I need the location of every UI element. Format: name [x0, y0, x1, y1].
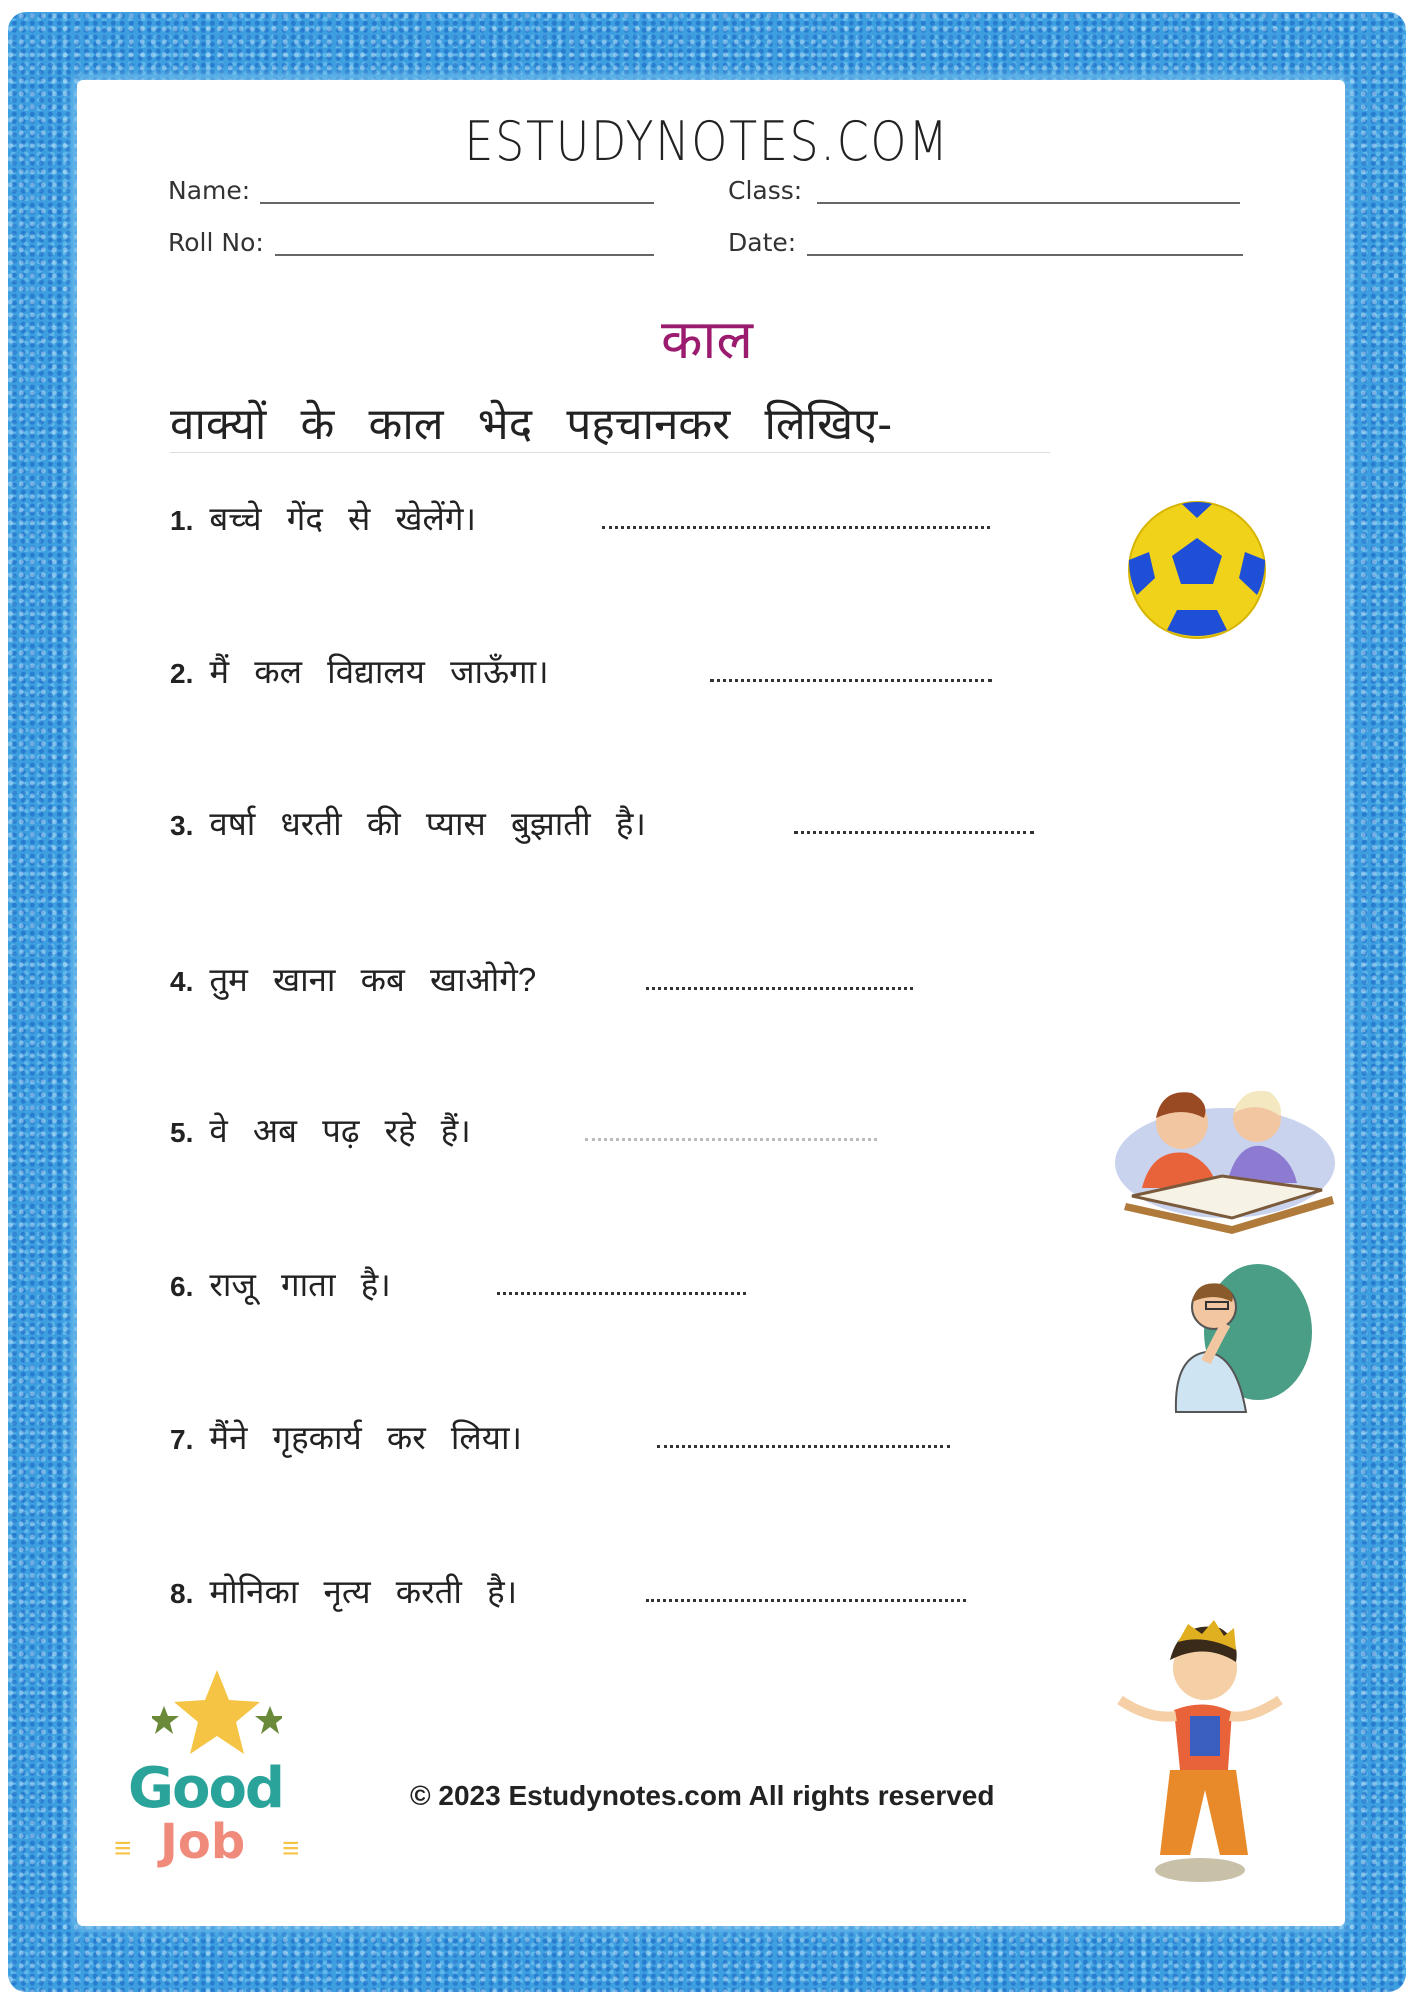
date-field[interactable] — [807, 254, 1243, 256]
question-item: 3. वर्षा धरती की प्यास बुझाती है। — [170, 805, 646, 842]
site-title: ESTUDYNOTES.COM — [464, 110, 950, 173]
star-icon — [152, 1668, 282, 1758]
answer-field[interactable] — [794, 831, 1034, 834]
dancer-illustration — [1110, 1620, 1290, 1886]
name-field[interactable] — [260, 202, 654, 204]
name-label: Name: — [168, 176, 251, 205]
answer-field[interactable] — [497, 1292, 746, 1295]
question-item: 2. मैं कल विद्यालय जाऊँगा। — [170, 653, 549, 690]
date-label: Date: — [728, 228, 797, 257]
answer-field[interactable] — [646, 1599, 966, 1602]
copyright-footer: © 2023 Estudynotes.com All rights reserved — [410, 1780, 995, 1811]
answer-field[interactable] — [646, 987, 913, 990]
football-icon — [1127, 500, 1267, 640]
roll-label: Roll No: — [168, 228, 264, 257]
roll-field[interactable] — [275, 254, 654, 256]
question-item: 5. वे अब पढ़ रहे हैं। — [170, 1112, 471, 1149]
children-reading-illustration — [1112, 1068, 1338, 1234]
answer-field[interactable] — [710, 679, 992, 682]
thinking-man-illustration — [1166, 1262, 1314, 1414]
question-item: 6. राजू गाता है। — [170, 1266, 391, 1303]
good-job-badge: Good Job ≡ ≡ — [112, 1668, 322, 1868]
question-item: 8. मोनिका नृत्य करती है। — [170, 1573, 518, 1610]
class-label: Class: — [728, 176, 803, 205]
class-field[interactable] — [817, 202, 1240, 204]
topic-heading: काल — [660, 310, 754, 370]
sparkle-left-icon: ≡ — [114, 1832, 132, 1865]
question-item: 4. तुम खाना कब खाओगे? — [170, 961, 537, 998]
answer-field[interactable] — [602, 526, 990, 529]
question-item: 7. मैंने गृहकार्य कर लिया। — [170, 1419, 523, 1456]
sparkle-right-icon: ≡ — [282, 1832, 300, 1865]
instruction: वाक्यों के काल भेद पहचानकर लिखिए- — [170, 400, 893, 449]
answer-field[interactable] — [657, 1445, 950, 1448]
divider — [170, 452, 1050, 453]
answer-field[interactable] — [585, 1138, 877, 1141]
question-item: 1. बच्चे गेंद से खेलेंगे। — [170, 500, 476, 537]
